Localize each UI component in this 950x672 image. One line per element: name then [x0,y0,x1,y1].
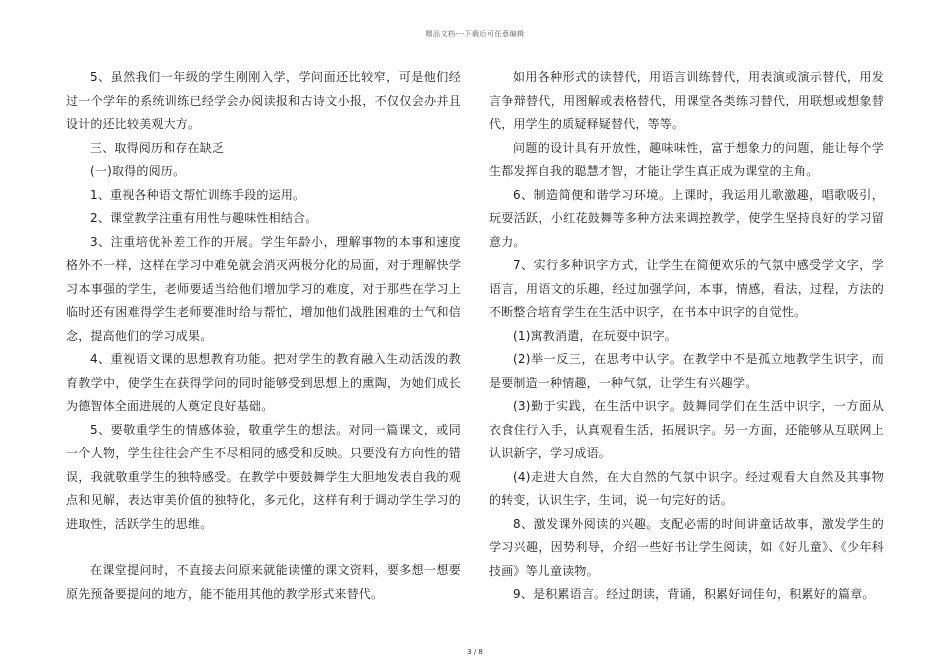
paragraph: 8、激发课外阅读的兴趣。支配必需的时间讲童话故事，激发学生的学习兴趣，因势利导，介绍一些好书让学生阅读，如《好儿童》、《少年科技画》等儿童读物。 [489,516,884,578]
paragraph: 1、重视各种语文帮忙训练手段的运用。 [90,187,306,202]
paragraph: (2)举一反三，在思考中认字。在教学中不是孤立地教学生识字，而是要制造一种情趣，一种气氛，让学生有兴趣学。 [489,352,884,390]
right-column [489,66,884,607]
paragraph: 2、课堂教学注重有用性与趣味性相结合。 [90,211,318,225]
paragraph: (4)走进大自然，在大自然的气氛中识字。经过观看大自然及其事物的转变，认识生字，生词，说一句完好的话。 [489,469,884,507]
page-number: 3 / 8 [467,648,483,656]
paragraph: 5、要敬重学生的情感体验，敬重学生的想法。对同一篇课文，或同一个人物，学生往往会产生不尽相同的感受和反映。只要没有方向性的错误，我就敬重学生的独特感受。在教学中要鼓舞学生大胆地发表自我的观点和见解，表达审美价值的独特化，多元化，这样有利于调动学生学习的进取性，活跃学生的思维。 [66,422,461,531]
paragraph: 9、是积累语言。经过朗读，背诵，积累好词佳句，积累好的篇章。 [513,587,875,601]
page-header: 精品文档---下载后可任意编辑 [425,30,525,38]
paragraph: 问题的设计具有开放性，趣味味性，富于想象力的问题，能让每个学生都发挥自我的聪慧才智，才能让学生真正成为课堂的主角。 [489,140,884,178]
paragraph: 4、重视语文课的思想教育功能。把对学生的教育融入生动活泼的教育教学中，使学生在获得学问的同时能够受到思想上的熏陶，为她们成长为德智体全面进展的人奠定良好基础。 [66,352,461,413]
paragraph: 5、虽然我们一年级的学生刚刚入学，学问面还比较窄，可是他们经过一个学年的系统训练已经学会办阅读报和古诗文小报，不仅仅会办并且设计的还比较美观大方。 [66,70,461,131]
paragraph: 3、注重培优补差工作的开展。学生年龄小，理解事物的本事和速度格外不一样，这样在学习中难免就会消灭两极分化的局面，对于理解快学习本事强的学生，老师要适当给他们增加学习的难度，对于那些在学习上临时还有困难得学生老师要准时给与帮忙，增加他们战胜困难的士气和信念，提高他们的学习成果。 [66,234,461,343]
paragraph: 在课堂提问时，不直接去问原来就能读懂的课文资料，要多想一想要原先预备要提问的地方，能不能用其他的教学形式来替代。 [66,563,461,601]
left-column [66,66,461,606]
paragraph: 7、实行多种识字方式，让学生在简便欢乐的气氛中感受学文字，学语言，用语文的乐趣，经过加强学问，本事，情感，看法，过程，方法的不断整合培育学生在生活中识字，在书本中识字的自觉性。 [489,258,884,319]
paragraph: 如用各种形式的读替代，用语言训练替代，用表演或演示替代，用发言争辩替代，用图解或表格替代，用课堂各类练习替代，用联想或想象替代，用学生的质疑释疑替代，等等。 [489,70,884,131]
paragraph: (1)寓教消遣，在玩耍中识字。 [513,328,677,343]
section-heading: 三、取得阅历和存在缺乏 [90,140,225,155]
subsection-heading: (一)取得的阅历。 [90,164,186,178]
paragraph: 6、制造简便和谐学习环境。上课时，我运用儿歌激趣，唱歌吸引，玩耍活跃，小红花鼓舞等多种方法来调控教学，使学生坚持良好的学习留意力。 [489,187,884,249]
paragraph: (3)勤于实践，在生活中识字。鼓舞同学们在生活中识字，一方面从衣食住行入手，认真观看生活，拓展识字。另一方面，还能够从互联网上认识新字，学习成语。 [489,399,884,460]
